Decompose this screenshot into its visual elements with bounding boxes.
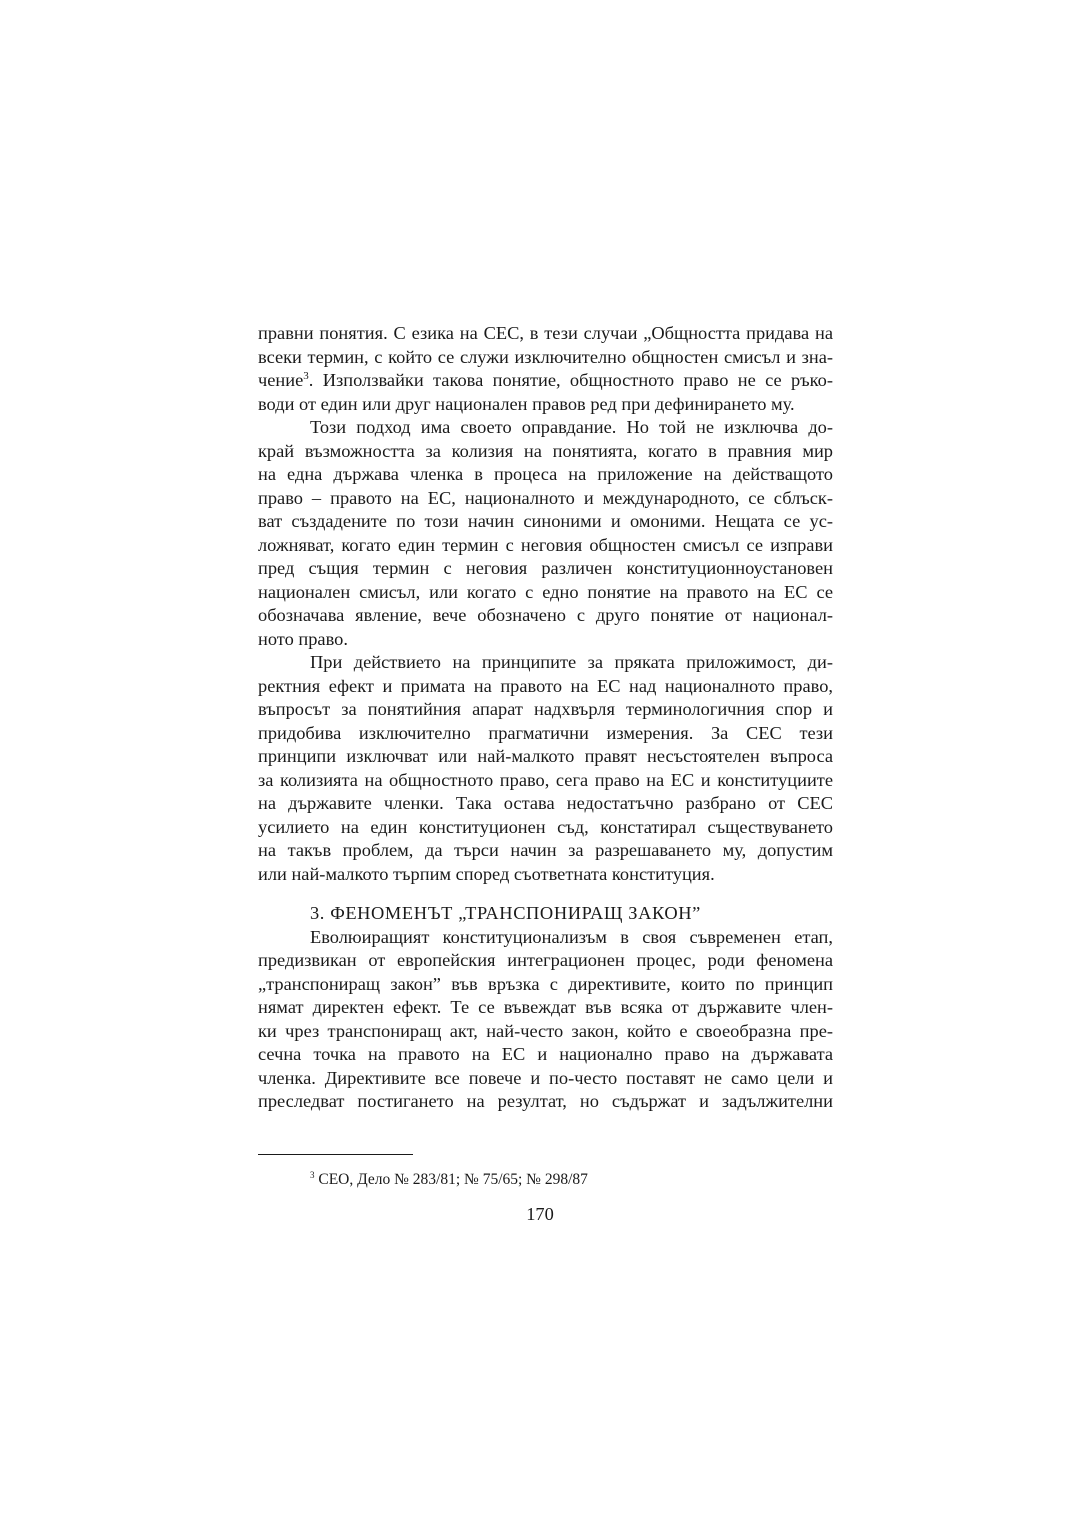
footnote-text: СЕО, Дело № 283/81; № 75/65; № 298/87 (314, 1171, 588, 1188)
text-line: Този подход има своето оправдание. Но той не изключва до- (310, 417, 833, 437)
text-line: принципи изключват или най-малкото правят несъстоятелен въпроса (258, 746, 833, 766)
page-number: 170 (526, 1204, 554, 1224)
text-line: на една държава членка в процеса на приложение на действащото (258, 464, 833, 484)
footnote (310, 1170, 588, 1190)
text-line: ват създадените по този начин синоними и омоними. Нещата се ус- (258, 511, 833, 531)
text-line: При действието на принципите за пряката приложимост, ди- (310, 652, 833, 672)
text-line: „транспониращ закон” във връзка с директивите, които по принцип (258, 973, 833, 994)
text-line: край възможността за колизия на понятията, когато в правния мир (258, 440, 833, 461)
paragraph (258, 926, 833, 1114)
footnote-reference: 3 (303, 369, 309, 382)
text-line: на такъв проблем, да търси начин за разрешаването му, допустим (258, 840, 833, 860)
text-line: Еволюиращият конституционализъм в своя съвременен етап, (310, 926, 833, 947)
paragraph (258, 416, 833, 651)
text-line: членка. Директивите все повече и по-често поставят не само цели и (258, 1067, 833, 1088)
text-fragment: чение (258, 370, 304, 390)
text-line: води от един или друг национален правов ред при дефинирането му. (258, 393, 795, 414)
text-line: усилието на един конституционен съд, констатирал съществуването (258, 816, 833, 837)
body-text (258, 322, 833, 1114)
text-line: национален смисъл, или когато с едно понятие на правото на ЕС се (258, 581, 833, 602)
text-line: за колизията на общностното право, сега право на ЕС и конституциите (258, 769, 833, 790)
text-line: или най-малкото търпим според съответната конституция. (258, 863, 715, 884)
text-fragment: . Използвайки такова понятие, общностното право не се ръко- (308, 370, 833, 390)
section-spacer (258, 886, 833, 902)
text-line: въпросът за понятийния апарат надхвърля терминологичния спор и (258, 699, 833, 719)
text-line: ректния ефект и примата на правото на ЕС над националното право, (258, 675, 833, 696)
paragraph (258, 651, 833, 886)
text-line: обозначава явление, вече обозначено с друго понятие от национал- (258, 605, 833, 625)
footnote-divider (258, 1154, 413, 1155)
text-line: ното право. (258, 628, 348, 649)
text-line: правни понятия. С езика на СЕС, в тези случаи „Общността придава на (258, 323, 833, 343)
text-line: ложняват, когато един термин с неговия общностен смисъл се изправи (258, 534, 833, 555)
text-line (258, 369, 833, 393)
text-line: сечна точка на правото на ЕС и национално право на държавата (258, 1044, 833, 1064)
text-line: преследват постигането на резултат, но съдържат и задължителни (258, 1091, 833, 1111)
text-line: всеки термин, с който се служи изключително общностен смисъл и зна- (258, 346, 833, 367)
text-line: нямат директен ефект. Те се въвеждат във всяка от държавите член- (258, 997, 833, 1017)
text-line: придобива изключително прагматични измерения. За СЕС тези (258, 722, 833, 743)
text-line: пред същия термин с неговия различен конституционноустановен (258, 558, 833, 578)
footnote-marker: 3 (310, 1169, 315, 1180)
text-line: предизвикан от европейския интеграционен процес, роди феномена (258, 950, 833, 970)
text-line: на държавите членки. Така остава недостатъчно разбрано от СЕС (258, 793, 833, 813)
text-line: право – правото на ЕС, националното и международното, се сблъск- (258, 487, 833, 508)
paragraph (258, 322, 833, 416)
section-heading: 3. ФЕНОМЕНЪТ „ТРАНСПОНИРАЩ ЗАКОН” (310, 903, 701, 923)
text-line: ки чрез транспониращ акт, най-често закон, който е своеобразна пре- (258, 1020, 833, 1041)
